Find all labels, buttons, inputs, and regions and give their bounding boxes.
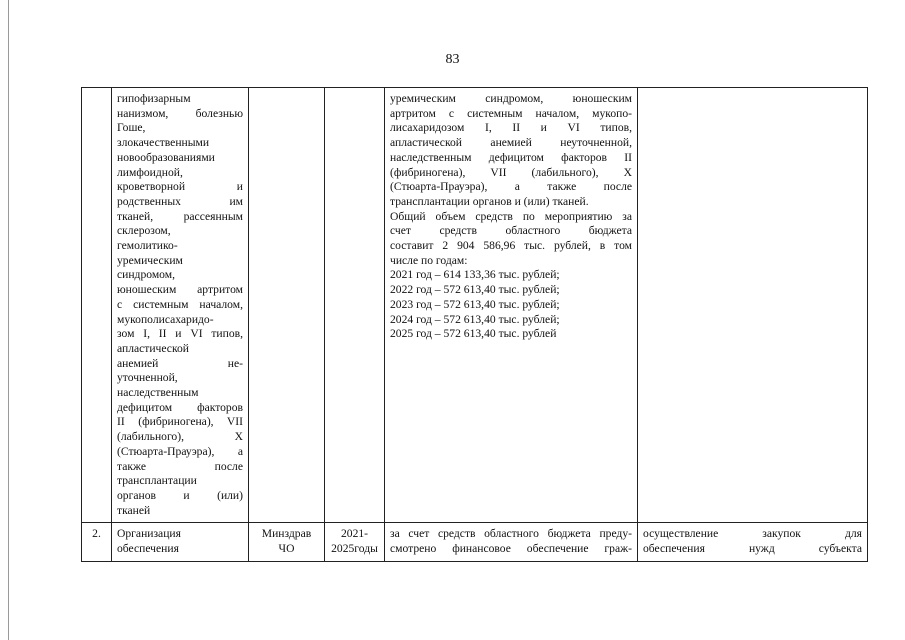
measure-description-text xyxy=(390,92,632,342)
cell-result xyxy=(638,88,868,523)
cell-executor xyxy=(249,88,325,523)
text-line: трансплантации xyxy=(117,474,197,488)
cell-result xyxy=(638,523,868,562)
text-line: тканей xyxy=(117,503,151,517)
text-line: трансплантации органов и (или) тканей. xyxy=(390,194,589,208)
text-line: числе по годам: xyxy=(390,253,468,267)
cell-number xyxy=(82,88,112,523)
measure-name-text xyxy=(117,527,243,556)
text-line: синдромом, xyxy=(117,268,175,282)
text-line: Общий объем средств по мероприятию за xyxy=(390,209,632,223)
text-line: склерозом, xyxy=(117,224,171,238)
cell-description xyxy=(385,88,638,523)
text-line: злокачественными xyxy=(117,136,210,150)
text-line: смотрено финансовое обеспечение граж- xyxy=(390,542,632,556)
text-line: с системным началом, xyxy=(117,297,243,311)
scan-edge-line xyxy=(8,0,9,640)
text-line: Гоше, xyxy=(117,121,146,135)
text-line: 2024 год – 572 613,40 тыс. рублей; xyxy=(390,312,560,326)
text-line: тканей, рассеянным xyxy=(117,209,243,223)
cell-description xyxy=(385,523,638,562)
text-line: юношеским артритом xyxy=(117,283,243,297)
text-line: 2021-2025 xyxy=(331,527,369,556)
cell-period xyxy=(325,88,385,523)
text-line: уремическим синдромом, юношеским xyxy=(390,92,632,105)
measures-table xyxy=(81,87,868,562)
text-line: за счет средств областного бюджета преду- xyxy=(390,527,632,541)
text-line: мукополисахаридо- xyxy=(117,312,214,326)
text-line: зом I, II и VI типов, xyxy=(117,327,243,341)
text-line: также после xyxy=(117,459,243,473)
text-line: годы xyxy=(354,542,378,556)
cell-name xyxy=(112,523,249,562)
text-line: анемией не- xyxy=(117,356,243,370)
measure-result-text xyxy=(643,527,862,556)
text-line: лимфоидной, xyxy=(117,165,183,179)
text-line: (фибриногена), VII (лабильного), X xyxy=(390,165,632,179)
text-line: 2025 год – 572 613,40 тыс. рублей xyxy=(390,327,557,341)
table-row-continued xyxy=(82,88,868,523)
text-line: лисахаридозом I, II и VI типов, xyxy=(390,121,632,135)
text-line: (Стюарта-Прауэра), а xyxy=(117,444,243,458)
text-line: артритом с системным началом, мукопо- xyxy=(390,106,632,120)
text-line: II (фибриногена), VII xyxy=(117,415,243,429)
text-line: гемолитико- xyxy=(117,239,178,253)
measure-name-text xyxy=(117,92,243,518)
text-line: наследственным xyxy=(117,386,199,400)
text-line: составит 2 904 586,96 тыс. рублей, в том xyxy=(390,239,632,253)
table-row-2 xyxy=(82,523,868,562)
measure-period-text xyxy=(330,527,379,556)
text-line: 2023 год – 572 613,40 тыс. рублей; xyxy=(390,297,560,311)
text-line: новообразованиями xyxy=(117,150,215,164)
text-line: Организация xyxy=(117,527,181,541)
cell-period xyxy=(325,523,385,562)
text-line: дефицитом факторов xyxy=(117,400,243,414)
cell-executor: Минздрав ЧО xyxy=(249,523,325,562)
text-line: уремическим xyxy=(117,253,183,267)
text-line: кроветворной и xyxy=(117,180,243,194)
text-line: апластической xyxy=(117,341,190,355)
text-line: (лабильного), X xyxy=(117,430,243,444)
text-line: обеспечения нужд субъекта xyxy=(643,542,862,556)
cell-number: 2. xyxy=(82,523,112,562)
text-line: уточненной, xyxy=(117,371,178,385)
text-line: наследственным дефицитом факторов II xyxy=(390,150,632,164)
text-line: осуществление закупок для xyxy=(643,527,862,541)
text-line: (Стюарта-Прауэра), а также после xyxy=(390,180,632,194)
text-line: апластической анемией неуточненной, xyxy=(390,136,632,150)
text-line: нанизмом, болезнью xyxy=(117,106,243,120)
text-line: обеспечения xyxy=(117,542,179,556)
text-line: 2022 год – 572 613,40 тыс. рублей; xyxy=(390,283,560,297)
cell-name xyxy=(112,88,249,523)
text-line: гипофизарным xyxy=(117,92,191,105)
text-line: 2021 год – 614 133,36 тыс. рублей; xyxy=(390,268,560,282)
measure-description-text xyxy=(390,527,632,556)
page-number: 83 xyxy=(445,52,460,67)
text-line: родственных им xyxy=(117,194,243,208)
text-line: органов и (или) xyxy=(117,488,243,502)
text-line: счет средств областного бюджета xyxy=(390,224,632,238)
